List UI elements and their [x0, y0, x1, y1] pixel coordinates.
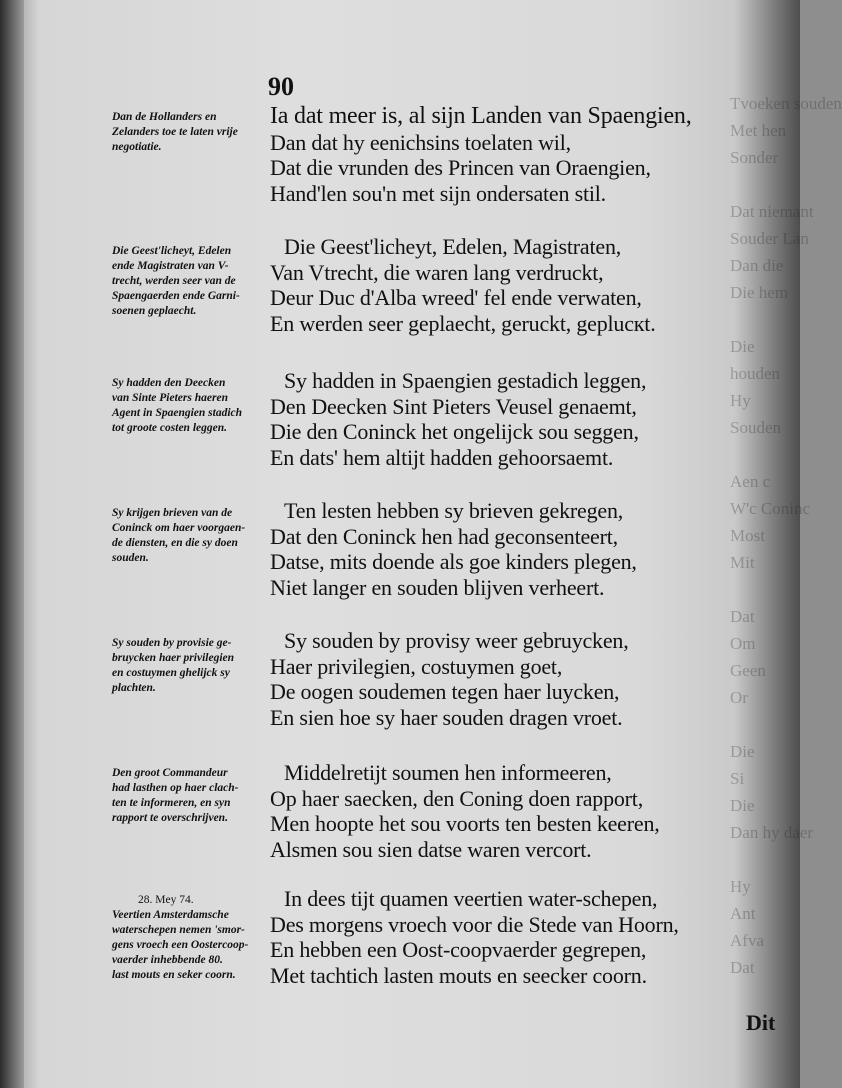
bleed-line: Dan die [730, 256, 784, 275]
verse [270, 104, 730, 206]
verse-line: Dat den Coninck hen had geconsenteert, [270, 523, 618, 549]
verse-line: Met tachtich lasten mouts en seecker coorn. [270, 962, 647, 988]
note-line: had lasthen op haer clach- [112, 782, 239, 794]
note-line: bruycken haer privilegien [112, 652, 235, 664]
verse-line: Deur Duc d'Alba wreed' fel ende verwaten, [270, 285, 642, 310]
bleed-through-text [730, 90, 842, 1070]
bleed-line: Tvoeken souden [730, 94, 842, 113]
note-line: trecht, werden seer van de [112, 275, 236, 287]
bleed-line: Most [730, 526, 765, 545]
verse-line: Datse, mits doende als goe kinders plegen, [270, 549, 637, 574]
verse-line: Des morgens vroech voor die Stede van Hoorn, [270, 911, 679, 937]
note-line: Sy souden by provisie ge- [112, 637, 232, 649]
verse [270, 368, 730, 470]
book-spine-shadow [0, 0, 24, 1088]
verse [270, 628, 730, 730]
bleed-line: Dat [730, 958, 755, 977]
bleed-line: Afva [730, 931, 764, 950]
verse-line: Die Geest'licheyt, Edelen, Magistraten, [284, 234, 622, 259]
bleed-line: Om [730, 634, 756, 653]
bleed-line: Si [730, 769, 745, 788]
note-date: 28. Mey 74. [138, 894, 194, 906]
bleed-line: Souder Lan [730, 229, 809, 248]
bleed-line: Dat [730, 607, 755, 626]
note-line: tot groote costen leggen. [112, 422, 227, 434]
verse-line: Hand'len sou'n met sijn ondersaten stil. [270, 180, 606, 206]
note-line: Sy hadden den Deecken [112, 377, 226, 389]
verse-line: Die den Coninck het ongelijck sou seggen, [270, 419, 639, 444]
verse-line: En sien hoe sy haer souden dragen vroet. [270, 704, 623, 730]
verse-line: Ten lesten hebben sy brieven gekregen, [284, 498, 624, 523]
verse-line: Dan dat hy eenichsins toelaten wil, [270, 129, 571, 155]
bleed-line [730, 846, 800, 873]
bleed-line: Hy [730, 391, 751, 410]
verse-line: Alsmen sou sien datse waren vercort. [270, 836, 592, 862]
bleed-line [730, 171, 800, 198]
verse-line: In dees tijt quamen veertien water-schepen, [284, 886, 658, 911]
bleed-line: Die [730, 742, 755, 761]
note-line: Agent in Spaengien stadich [112, 407, 243, 419]
bleed-line: W'c Coninc [730, 499, 811, 518]
verse-line: Niet langer en souden blijven verheert. [270, 574, 605, 600]
note-line: de diensten, en die sy doen [112, 537, 238, 549]
verse-line: Dat die vrunden des Princen van Oraengien, [270, 155, 651, 180]
note-line: rapport te overschrijven. [112, 812, 228, 824]
note-line: Dan de Hollanders en [112, 111, 217, 123]
note-line: Coninck om haer voorgaen- [112, 522, 246, 534]
bleed-line: Dan hy daer [730, 823, 814, 842]
bleed-line: houden [730, 364, 781, 383]
bleed-line [730, 711, 800, 738]
note-line: gens vroech een Oostercoop- [112, 939, 249, 951]
catchword: Dit [746, 1010, 776, 1035]
verse-line: De oogen soudemen tegen haer luycken, [270, 679, 620, 704]
note-line: Zelanders toe te laten vrije [112, 126, 238, 138]
note-line: Die Geest'licheyt, Edelen [112, 245, 232, 257]
verse-line: Sy hadden in Spaengien gestadich leggen, [284, 368, 647, 393]
note-line: vaerder inhebbende 80. [112, 954, 223, 966]
bleed-line: Geen [730, 661, 766, 680]
verse [270, 886, 730, 988]
bleed-line [730, 576, 800, 603]
bleed-line: Or [730, 688, 748, 707]
verse-line: Den Deecken Sint Pieters Veusel genaemt, [270, 393, 637, 419]
bleed-line: Ant [730, 904, 756, 923]
marginal-note [112, 893, 270, 983]
note-line: waterschepen nemen 'smor- [112, 924, 245, 936]
verse-line: Op haer saecken, den Coning doen rapport, [270, 785, 644, 811]
marginal-note [112, 636, 270, 696]
bleed-line [730, 306, 800, 333]
bleed-line: Die [730, 796, 755, 815]
note-line: Sy krijgen brieven van de [112, 507, 233, 519]
bleed-line: Hy [730, 877, 751, 896]
note-line: souden. [112, 552, 149, 564]
verse-line: Haer privilegien, costuymen goet, [270, 653, 563, 679]
bleed-line: Sonder [730, 148, 779, 167]
note-line: Spaengaerden ende Garni- [112, 290, 240, 302]
bleed-line: Die hem [730, 283, 789, 302]
marginal-note [112, 766, 270, 826]
note-line: van Sinte Pieters haeren [112, 392, 228, 404]
verse [270, 760, 730, 862]
verse-line: Sy souden by provisy weer gebruycken, [284, 628, 629, 653]
marginal-note [112, 506, 270, 566]
verse-line: En werden seer geplaecht, geruckt, geplucкt. [270, 310, 656, 336]
note-line: Veertien Amsterdamsche [112, 909, 229, 921]
verse [270, 234, 730, 336]
bleed-line: Mit [730, 553, 755, 572]
note-line: soenen geplaecht. [112, 305, 197, 317]
verse-line: En dats' hem altijt hadden gehoorsaemt. [270, 444, 614, 470]
verse-line: Ia dat meer is, al sijn Landen van Spaengien, [270, 103, 692, 129]
bleed-line [730, 441, 800, 468]
bleed-line: Aen c [730, 472, 771, 491]
bleed-line: Dat niemant [730, 202, 814, 221]
marginal-note [112, 244, 270, 319]
verse-line: Middelretijt soumen hen informeeren, [284, 760, 612, 785]
marginal-note [112, 376, 270, 436]
verse [270, 498, 730, 600]
verse-line: Men hoopte het sou voorts ten besten keeren, [270, 811, 660, 836]
verse-line: Van Vtrecht, die waren lang verdruckt, [270, 259, 604, 285]
note-line: negotiatie. [112, 141, 162, 153]
note-line: en costuymen ghelijck sy [112, 667, 230, 679]
verse-line: En hebben een Oost-coopvaerder gegrepen, [270, 937, 647, 962]
note-line: ende Magistraten van V- [112, 260, 229, 272]
bleed-line: Met hen [730, 121, 787, 140]
note-line: last mouts en seker coorn. [112, 969, 236, 981]
bleed-line: Die [730, 337, 755, 356]
note-line: ten te informeren, en syn [112, 797, 231, 809]
bleed-line: Souden [730, 418, 781, 437]
page-number: 90 [268, 72, 294, 101]
marginal-note [112, 110, 270, 155]
note-line: plachten. [112, 682, 156, 694]
note-line: Den groot Commandeur [112, 767, 228, 779]
